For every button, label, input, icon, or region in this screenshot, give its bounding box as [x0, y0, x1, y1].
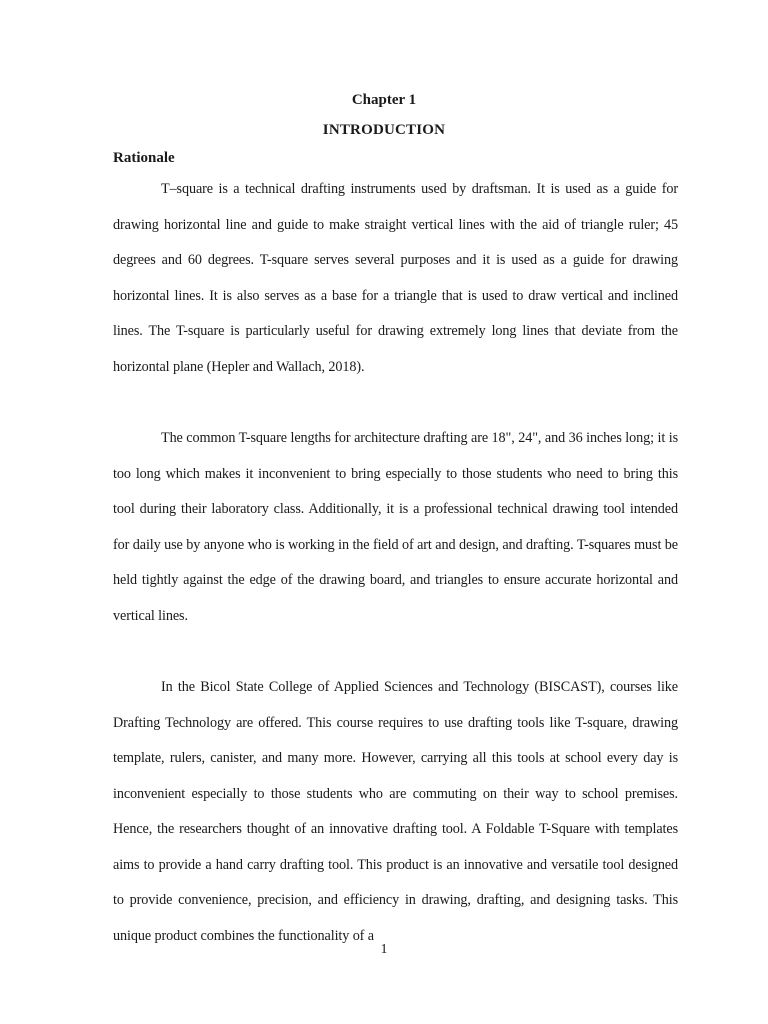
page-number: 1	[380, 942, 388, 957]
paragraph-2: The common T-square lengths for architecture drafting are 18", 24", and 36 inches long; it is too long which makes it inconvenient to bring especially to those students who need to bring this tool during their laboratory class. Additionally, it is a professional technical drawing tool intended for daily use by anyone who is working in the field of art and design, and drafting. T-squares must be held tightly against the edge of the drawing board, and triangles to ensure accurate horizontal and vertical lines.	[113, 430, 678, 624]
body-text	[113, 172, 678, 954]
paragraph-1: T–square is a technical drafting instruments used by draftsman. It is used as a guide for drawing horizontal line and guide to make straight vertical lines with the aid of triangle ruler; 45 degrees and 60 degrees. T-square serves several purposes and it is used as a guide for drawing horizontal lines. It is also serves as a base for a triangle that is used to draw vertical and inclined lines. The T-square is particularly useful for drawing extremely long lines that deviate from the horizontal plane (Hepler and Wallach, 2018).	[113, 181, 678, 375]
chapter-title: INTRODUCTION	[322, 122, 446, 138]
paragraph-3: In the Bicol State College of Applied Sciences and Technology (BISCAST), courses like Drafting Technology are offered. This course requires to use drafting tools like T-square, drawing template, rulers, canister, and many more. However, carrying all this tools at school every day is inconvenient especially to those students who are commuting on their way to school premises. Hence, the researchers thought of an innovative drafting tool. A Foldable T-Square with templates aims to provide a hand carry drafting tool. This product is an innovative and versatile tool designed to provide convenience, precision, and efficiency in drawing, drafting, and designing tasks. This unique product combines the functionality of a	[113, 679, 678, 944]
section-heading: Rationale	[113, 150, 175, 166]
chapter-label: Chapter 1	[351, 92, 417, 108]
